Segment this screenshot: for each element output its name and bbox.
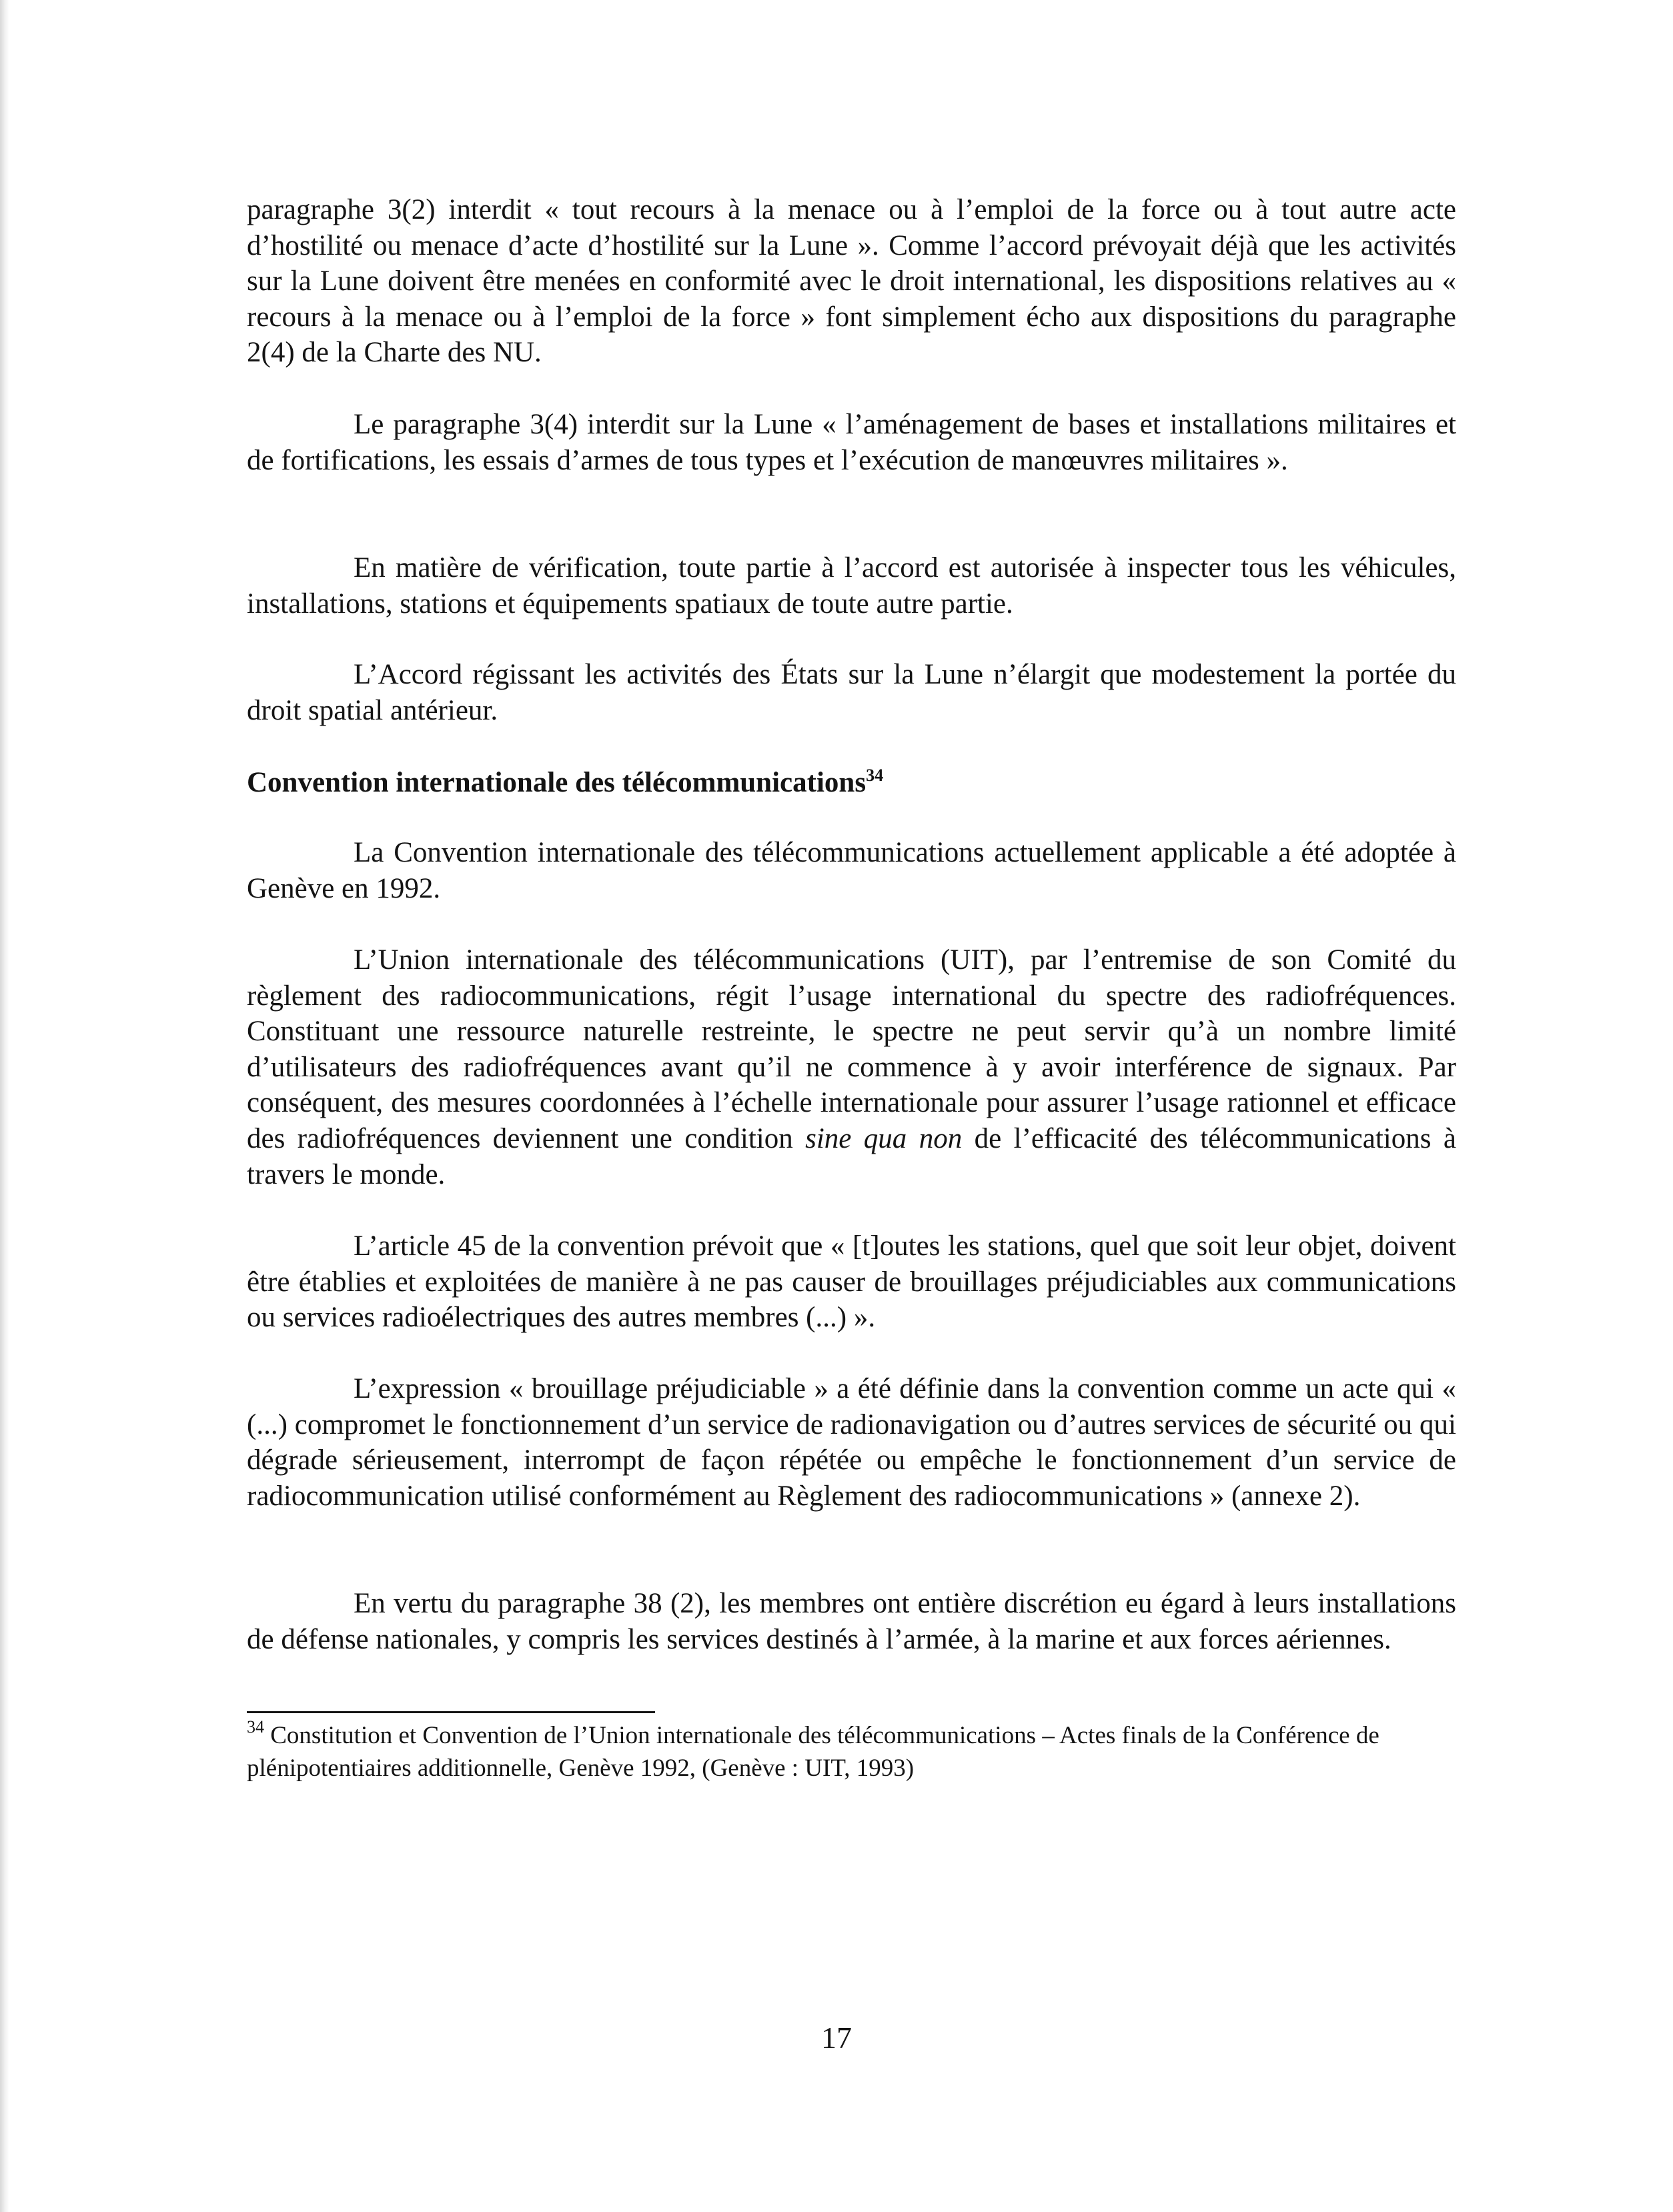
page-number: 17 bbox=[821, 2021, 852, 2055]
footnote bbox=[247, 1719, 1456, 1785]
section-heading-text: Convention internationale des télécommunications bbox=[247, 767, 867, 798]
paragraph-uit-text-before: L’Union internationale des télécommunications (UIT), par l’entremise de son Comité du règlement des radiocommunications, régit l’usage international du spectre des radiofréquences. Constituant une ressource naturelle restreinte, le spectre ne peut servir qu’à un nombre limité d’utilisateurs des radiofréquences avant qu’il ne commence à y avoir interférence de signaux. Par conséquent, des mesures coordonnées à l’échelle internationale pour assurer l’usage rationnel et efficace des radiofréquences deviennent une condition bbox=[247, 944, 1456, 1154]
paragraph-verification: En matière de vérification, toute partie à l’accord est autorisée à inspecter tous les véhicules, installations, stations et équipements spatiaux de toute autre partie. bbox=[247, 552, 1456, 620]
paragraph-accord-lune: L’Accord régissant les activités des États sur la Lune n’élargit que modestement la portée du droit spatial antérieur. bbox=[247, 659, 1456, 726]
paragraph-article-38: En vertu du paragraphe 38 (2), les membres ont entière discrétion eu égard à leurs installations de défense nationales, y compris les services destinés à l’armée, à la marine et aux forces aériennes. bbox=[247, 1588, 1456, 1655]
paragraph-convention-1992: La Convention internationale des télécommunications actuellement applicable a été adoptée à Genève en 1992. bbox=[247, 837, 1456, 904]
scan-edge-shadow bbox=[0, 0, 9, 2212]
paragraph-article-3-4: Le paragraphe 3(4) interdit sur la Lune « l’aménagement de bases et installations militaires et de fortifications, les essais d’armes de tous types et l’exécution de manœuvres militaires ». bbox=[247, 409, 1456, 476]
section-heading bbox=[247, 765, 1456, 801]
footnote-number: 34 bbox=[247, 1717, 264, 1737]
footnote-reference: 34 bbox=[866, 766, 884, 785]
paragraph-uit-text-after: de l’efficacité des télécommunications à travers le monde. bbox=[247, 1122, 1456, 1190]
footnote-separator bbox=[247, 1711, 655, 1713]
paragraph-uit bbox=[247, 942, 1456, 1192]
paragraph-uit-italic: sine qua non bbox=[805, 1122, 963, 1154]
paragraph-brouillage: L’expression « brouillage préjudiciable » a été définie dans la convention comme un acte qui « (...) compromet le fonctionnement d’un service de radionavigation ou d’autres services de sécurité ou qui dégrade sérieusement, interrompt de façon répétée ou empêche le fonctionnement d’un service de radiocommunication utilisé conformément au Règlement des radiocommunications » (annexe 2). bbox=[247, 1373, 1456, 1512]
paragraph-continuation: paragraphe 3(2) interdit « tout recours à la menace ou à l’emploi de la force ou à tout autre acte d’hostilité ou menace d’acte d’hostilité sur la Lune ». Comme l’accord prévoyait déjà que les activités sur la Lune doivent être menées en conformité avec le droit international, les dispositions relatives au « recours à la menace ou à l’emploi de la force » font simplement écho aux dispositions du paragraphe 2(4) de la Charte des NU. bbox=[247, 194, 1456, 369]
paragraph-article-45: L’article 45 de la convention prévoit que « [t]outes les stations, quel que soit leur objet, doivent être établies et exploitées de manière à ne pas causer de brouillages préjudiciables aux communications ou services radioélectriques des autres membres (...) ». bbox=[247, 1230, 1456, 1334]
footnote-text: Constitution et Convention de l’Union internationale des télécommunications – Actes finals de la Conférence de plénipotentiaires additionnelle, Genève 1992, (Genève : UIT, 1993) bbox=[247, 1722, 1379, 1782]
